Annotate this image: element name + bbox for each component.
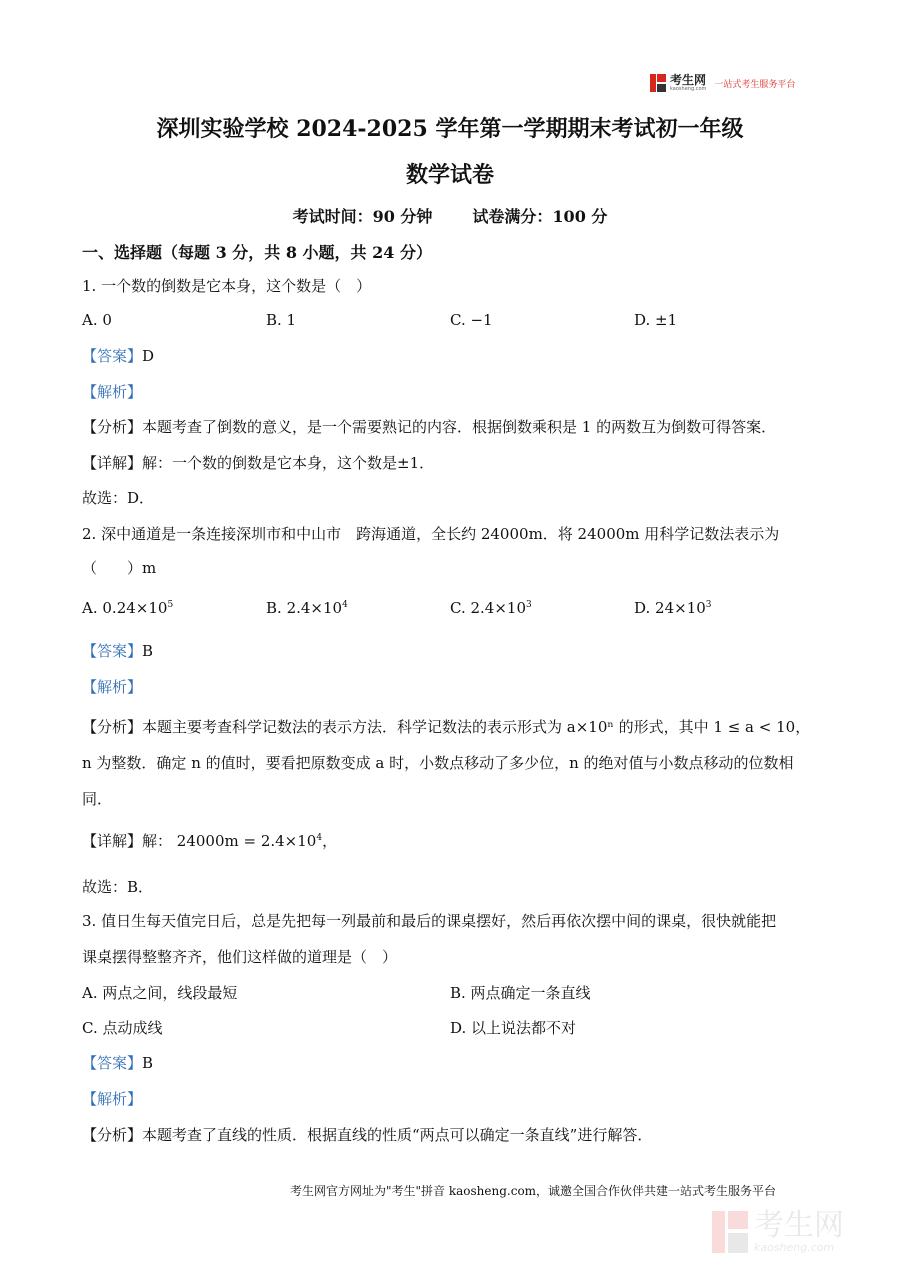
q2-xiangjie-exp: 4 xyxy=(316,833,323,843)
q2-choice: 故选：B． xyxy=(82,878,154,896)
q1-option-d: D. ±1 xyxy=(634,311,678,329)
q3-stem-line2: 课桌摆得整整齐齐，他们这样做的道理是（ ） xyxy=(82,948,398,966)
q2-option-a: A. $0.24\times 10^5$ xyxy=(82,599,174,617)
q2-option-b: B. $2.4\times 10^4$ xyxy=(266,599,348,617)
watermark-domain: kaosheng.com xyxy=(754,1240,835,1254)
q2-analysis-label: 【解析】 xyxy=(82,678,143,696)
watermark-logo-icon xyxy=(712,1211,748,1253)
q2-answer xyxy=(82,640,153,661)
q2-fenxi-line2: n 为整数．确定 n 的值时，要看把原数变成 a 时，小数点移动了多少位，n 的绝对值与小数点移动的位数相 xyxy=(82,754,794,772)
q3-answer xyxy=(82,1052,153,1073)
answer-label: 【答案】 xyxy=(82,347,143,365)
section-heading: 一、选择题（每题 3 分，共 8 小题，共 24 分） xyxy=(82,243,432,262)
q2-xiangjie: 【详解】解： $24000m = 2.4\times 10^4$， xyxy=(82,832,338,850)
q1-answer-value: D xyxy=(142,347,155,365)
q3-stem-line1: 3. 值日生每天值完日后，总是先把每一列最前和最后的课桌摆好，然后再依次摆中间的课桌，很快就能把 xyxy=(82,912,777,930)
q3-analysis-label: 【解析】 xyxy=(82,1090,143,1108)
xiangjie-label: 【详解】 xyxy=(82,454,143,472)
kaosheng-logo-icon xyxy=(650,74,666,92)
q1-option-b: B. 1 xyxy=(266,311,297,329)
fenxi-label: 【分析】 xyxy=(82,718,143,736)
q2-fenxi-line1 xyxy=(82,716,810,737)
q2-option-c: C. $2.4\times 10^3$ xyxy=(450,599,532,617)
fenxi-label: 【分析】 xyxy=(82,1126,143,1144)
logo-tagline: 一站式考生服务平台 xyxy=(714,79,796,90)
q1-xiangjie xyxy=(82,452,434,473)
q1-fenxi-text: 本题考查了倒数的意义，是一个需要熟记的内容．根据倒数乘积是 1 的两数互为倒数可得答案． xyxy=(142,418,777,436)
fenxi-label: 【分析】 xyxy=(82,418,143,436)
q3-option-c: C. 点动成线 xyxy=(82,1019,163,1037)
q1-option-a: A. 0 xyxy=(82,311,112,329)
exam-score: 试卷满分：100 分 xyxy=(472,207,608,226)
q2-stem-line1: 2. 深中通道是一条连接深圳市和中山市 跨海通道，全长约 24000m．将 24000m 用科学记数法表示为 xyxy=(82,525,780,543)
q1-option-c: C. −1 xyxy=(450,311,493,329)
q2-option-d: D. $24\times 10^3$ xyxy=(634,599,712,617)
q1-choice: 故选：D． xyxy=(82,489,155,507)
exam-time: 考试时间：90 分钟 xyxy=(292,207,433,226)
page-footer: 考生网官方网址为"考生"拼音 kaosheng.com，诚邀全国合作伙伴共建一站式考生服务平台 xyxy=(290,1184,777,1198)
exam-meta xyxy=(0,204,900,227)
q2-stem-line2: （ ）m xyxy=(82,559,157,577)
q2-fenxi-text: 本题主要考查科学记数法的表示方法．科学记数法的表示形式为 a×10ⁿ 的形式，其中 1 ≤ a < 10， xyxy=(142,718,811,736)
logo-domain: kaosheng.com xyxy=(670,85,707,92)
q1-stem: 1. 一个数的倒数是它本身，这个数是（ ） xyxy=(82,277,372,295)
q2-answer-value: B xyxy=(142,642,154,660)
q1-xiangjie-text: 解：一个数的倒数是它本身，这个数是±1． xyxy=(142,454,435,472)
answer-label: 【答案】 xyxy=(82,1054,143,1072)
q2-fenxi-line3: 同． xyxy=(82,790,113,808)
q1-analysis-label: 【解析】 xyxy=(82,383,143,401)
q2-xiangjie-text: 解： 24000m = 2.4×10 xyxy=(142,832,317,850)
logo-name: 考生网 xyxy=(670,72,707,87)
q3-option-b: B. 两点确定一条直线 xyxy=(450,984,591,1002)
q1-fenxi xyxy=(82,416,776,437)
q1-answer xyxy=(82,345,154,366)
q3-option-d: D. 以上说法都不对 xyxy=(450,1019,577,1037)
watermark-name: 考生网 xyxy=(754,1207,844,1243)
q3-answer-value: B xyxy=(142,1054,154,1072)
q3-option-a: A. 两点之间，线段最短 xyxy=(82,984,238,1002)
answer-label: 【答案】 xyxy=(82,642,143,660)
q3-fenxi-text: 本题考查了直线的性质．根据直线的性质“两点可以确定一条直线”进行解答． xyxy=(142,1126,653,1144)
exam-title: 深圳实验学校 2024-2025 学年第一学期期末考试初一年级 xyxy=(156,116,744,142)
q3-fenxi xyxy=(82,1124,652,1145)
xiangjie-label: 【详解】 xyxy=(82,832,143,850)
watermark xyxy=(712,1202,882,1262)
site-logo xyxy=(650,72,795,94)
exam-subtitle: 数学试卷 xyxy=(405,162,494,188)
